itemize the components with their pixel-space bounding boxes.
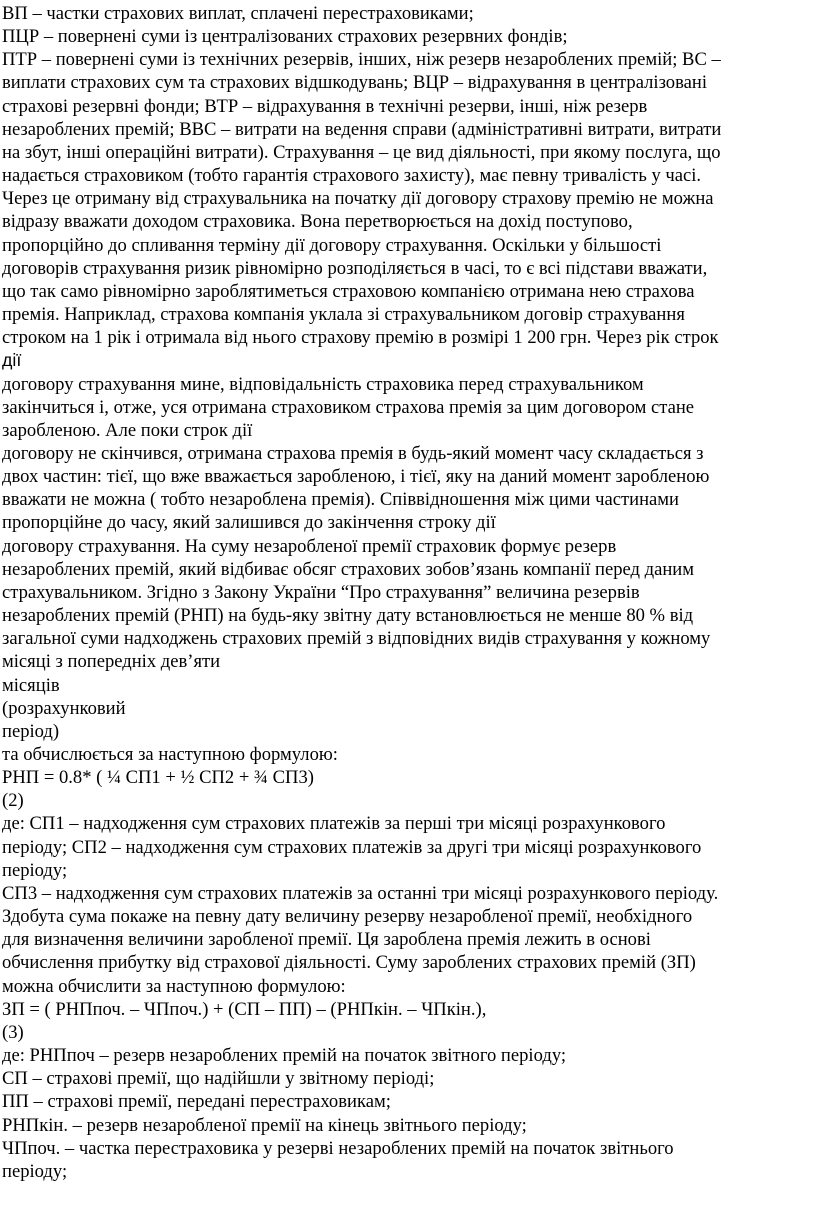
text-line: договору страхування мине, відповідальність страховика перед страхувальником: [2, 373, 644, 395]
text-line: строком на 1 рік і отримала від нього страхову премію в розмірі 1 200 грн. Через рік строк: [2, 327, 719, 349]
text-line: ПП – страхові премії, передані перестраховикам;: [2, 1091, 391, 1113]
formula-number: (2): [2, 790, 24, 812]
text-line: ПТР – повернені суми із технічних резервів, інших, ніж резерв незароблених премій; ВС –: [2, 49, 721, 71]
text-line: загальної суми надходжень страхових премій з відповідних видів страхування у кожному: [2, 628, 711, 650]
text-line: ПЦР – повернені суми із централізованих страхових резервних фондів;: [2, 26, 568, 48]
text-line: пропорційно до спливання терміну дії договору страхування. Оскільки у більшості: [2, 234, 662, 256]
text-line: на збут, інші операційні витрати). Страхування – це вид діяльності, при якому послуга, що: [2, 141, 721, 163]
text-line: двох частин: тієї, що вже вважається заробленою, і тієї, яку на даний момент заробленою: [2, 466, 710, 488]
text-line: вважати не можна ( тобто незароблена премія). Співвідношення між цими частинами: [2, 489, 680, 511]
text-line: де: СП1 – надходження сум страхових платежів за перші три місяці розрахункового: [2, 813, 666, 835]
text-line: страхові резервні фонди; ВТР – відрахування в технічні резерви, інші, ніж резерв: [2, 95, 648, 117]
text-line: договору страхування. На суму незаробленої премії страховик формує резерв: [2, 535, 617, 557]
formula-rnp: РНП = 0.8* ( ¼ СП1 + ½ СП2 + ¾ СП3): [2, 767, 314, 789]
text-line: місяців: [2, 674, 60, 696]
text-line: виплати страхових сум та страхових відшкодувань; ВЦР – відрахування в централізовані: [2, 72, 707, 94]
text-line: надається страховиком (тобто гарантія страхового захисту), має певну тривалість у часі.: [2, 165, 702, 187]
text-line: договору не скінчився, отримана страхова премія в будь-який момент часу складається з: [2, 442, 704, 464]
text-line: можна обчислити за наступною формулою:: [2, 975, 346, 997]
text-line: обчислення прибутку від страхової діяльності. Суму зароблених страхових премій (ЗП): [2, 952, 696, 974]
text-line: періоду;: [2, 1160, 68, 1182]
text-line: період): [2, 720, 60, 742]
text-line: що так само рівномірно зароблятиметься страховою компанією отримана нею страхова: [2, 280, 695, 302]
text-line: місяці з попередніх дев’яти: [2, 651, 221, 673]
text-line: дії: [2, 350, 22, 371]
text-line: Через це отриману від страхувальника на початку дії договору страхову премію не можна: [2, 188, 714, 210]
text-line: де: РНПпоч – резерв незароблених премій на початок звітного періоду;: [2, 1045, 567, 1067]
text-line: та обчислюється за наступною формулою:: [2, 744, 338, 765]
text-line: РНПкін. – резерв незаробленої премії на кінець звітнього періоду;: [2, 1114, 527, 1136]
text-line: страхувальником. Згідно з Закону України “Про страхування” величина резервів: [2, 581, 640, 603]
text-line: ВП – частки страхових виплат, сплачені перестраховиками;: [2, 3, 474, 24]
text-line: періоду;: [2, 859, 68, 881]
text-line: незароблених премій (РНП) на будь-яку звітну дату встановлюється не менше 80 % від: [2, 605, 694, 627]
formula-number: (3): [2, 1021, 24, 1043]
text-line: ЧПпоч. – частка перестраховика у резерві незароблених премій на початок звітнього: [2, 1137, 674, 1159]
text-line: СП3 – надходження сум страхових платежів за останні три місяці розрахункового періоду.: [2, 882, 719, 904]
text-line: незароблених премій, який відбиває обсяг страхових зобов’язань компанії перед даним: [2, 558, 695, 580]
text-line: пропорційне до часу, який залишився до закінчення строку дії: [2, 512, 496, 534]
text-line: Здобута сума покаже на певну дату величину резерву незаробленої премії, необхідного: [2, 906, 693, 928]
text-line: (розрахунковий: [2, 697, 126, 719]
text-line: періоду; СП2 – надходження сум страхових платежів за другі три місяці розрахункового: [2, 836, 702, 858]
text-line: незароблених премій; ВВС – витрати на ведення справи (адміністративні витрати, витрати: [2, 118, 722, 140]
text-line: СП – страхові премії, що надійшли у звітному періоді;: [2, 1068, 435, 1090]
text-line: премія. Наприклад, страхова компанія уклала зі страхувальником договір страхування: [2, 304, 685, 326]
text-line: заробленою. Але поки строк дії: [2, 419, 253, 441]
text-line: для визначення величини заробленої премії. Ця зароблена премія лежить в основі: [2, 929, 651, 951]
formula-zp: ЗП = ( РНПпоч. – ЧПпоч.) + (СП – ПП) – (РНПкін. – ЧПкін.),: [2, 998, 487, 1020]
text-line: закінчиться і, отже, уся отримана страховиком страхова премія за цим договором стане: [2, 396, 695, 418]
text-line: відразу вважати доходом страховика. Вона перетворюється на дохід поступово,: [2, 211, 633, 233]
text-line: договорів страхування ризик рівномірно розподіляється в часі, то є всі підстави вважати,: [2, 257, 708, 279]
